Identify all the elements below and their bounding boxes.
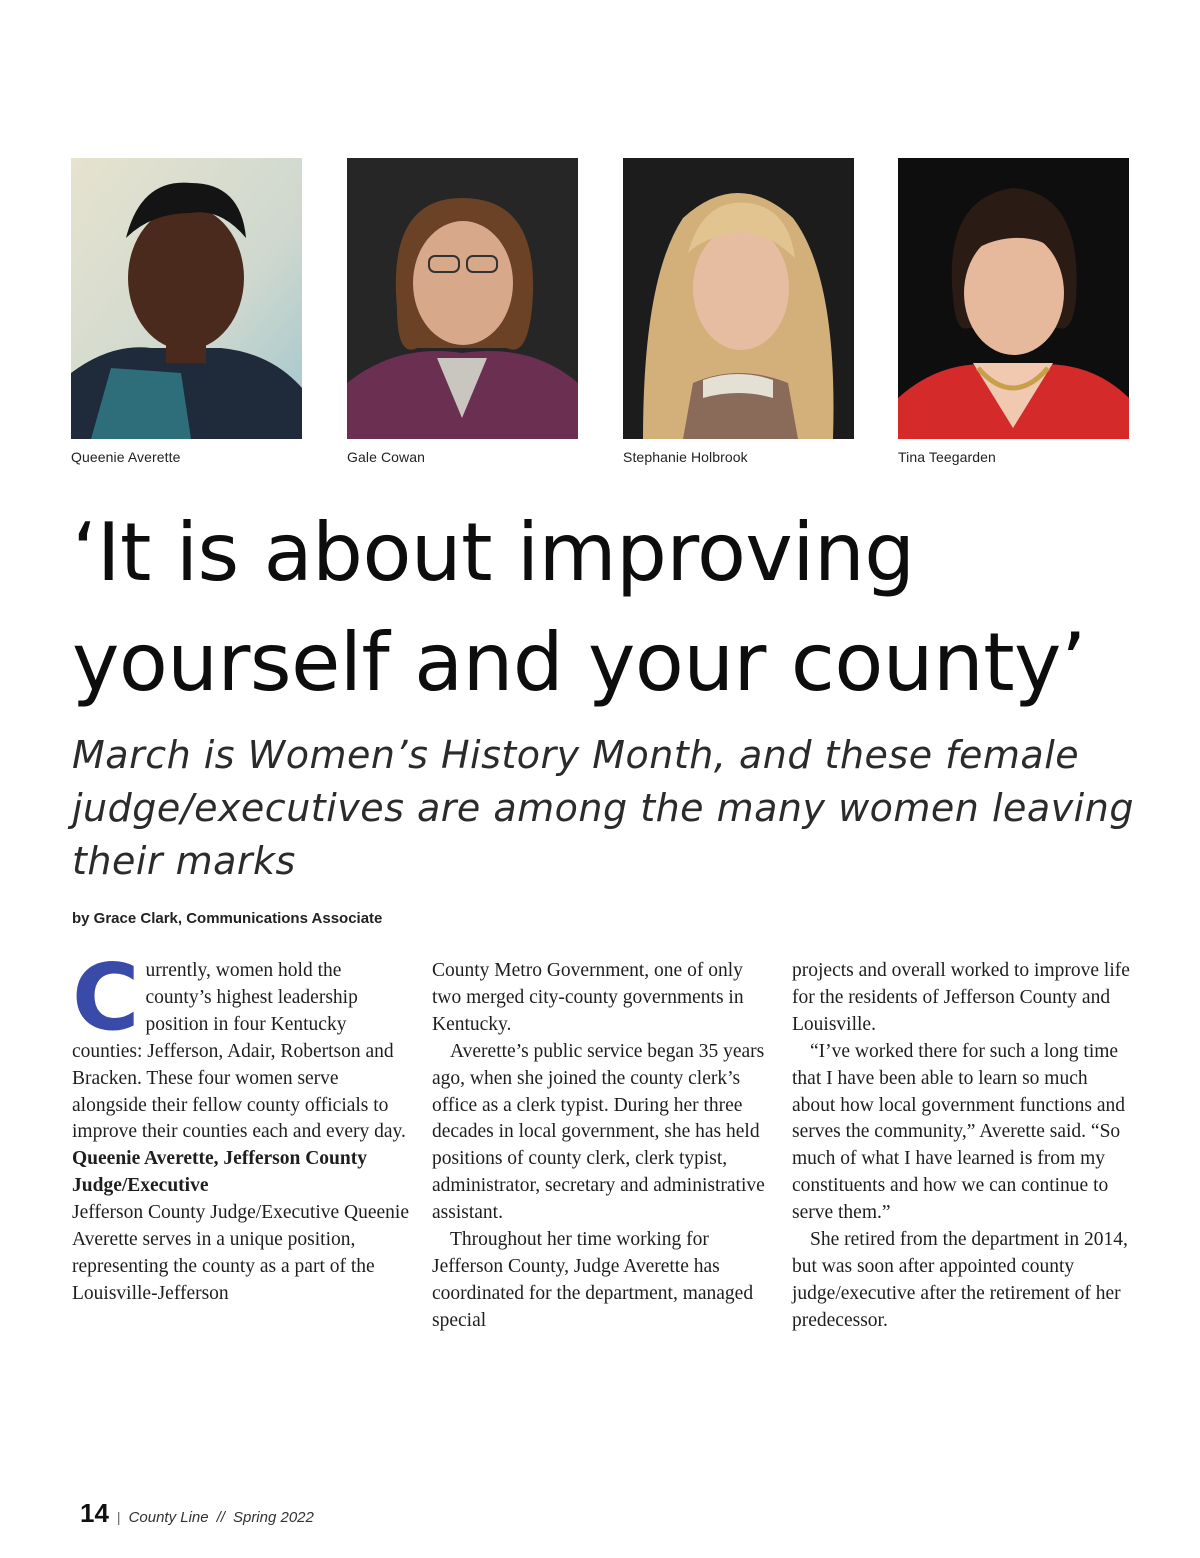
- issue-label: Spring 2022: [232, 1509, 314, 1526]
- article-column-1: [72, 944, 412, 1308]
- magazine-name: County Line: [128, 1509, 209, 1526]
- portrait-caption: Gale Cowan: [347, 449, 426, 465]
- portrait-caption: Stephanie Holbrook: [623, 449, 748, 465]
- portrait-card-teegarden: [898, 158, 1129, 465]
- paragraph: County Metro Government, one of only two merged city-county governments in Kentucky.: [432, 960, 744, 1035]
- article-column-3: [792, 958, 1132, 1335]
- portrait-row: [71, 158, 1129, 468]
- byline: by Grace Clark, Communications Associate: [72, 910, 383, 927]
- footer-separator: |: [116, 1509, 121, 1525]
- section-subhead: Queenie Averette, Jefferson County Judge/Executive: [72, 1148, 367, 1197]
- paragraph: projects and overall worked to improve life for the residents of Jefferson County and Louisville.: [792, 960, 1130, 1035]
- paragraph: Averette’s public service began 35 years ago, when she joined the county clerk’s office as a clerk typist. During her three decades in local government, she has held positions of county clerk, clerk typist, administrator, secretary and administrative assistant.: [432, 1040, 765, 1224]
- drop-cap: C: [72, 944, 140, 1051]
- deck-subtitle: March is Women’s History Month, and these female judge/executives are among the many women leaving their marks: [72, 733, 1134, 883]
- paragraph: She retired from the department in 2014, but was soon after appointed county judge/executive after the retirement of her predecessor.: [792, 1229, 1128, 1331]
- page-footer: [80, 1498, 314, 1529]
- portrait-card-averette: [71, 158, 302, 465]
- headline: ‘It is about improving yourself and your county’: [72, 506, 1086, 709]
- portrait-caption: Queenie Averette: [71, 449, 181, 465]
- portrait-card-holbrook: [623, 158, 854, 465]
- portrait-caption: Tina Teegarden: [898, 449, 996, 465]
- portrait-photo: [623, 158, 854, 439]
- paragraph: Jefferson County Judge/Executive Queenie Averette serves in a unique position, representing the county as a part of the Louisville-Jefferson: [72, 1202, 410, 1304]
- portrait-photo: [347, 158, 578, 439]
- portrait-photo: [71, 158, 302, 439]
- portrait-photo: [898, 158, 1129, 439]
- paragraph: Throughout her time working for Jefferson County, Judge Averette has coordinated for the department, managed special: [432, 1229, 754, 1331]
- intro-text: urrently, women hold the county’s highest leadership position in four Kentucky counties: Jefferson, Adair, Robertson and Bracken. These four women serve alongside their fellow county officials to improve their counties each and every day.: [72, 960, 406, 1143]
- article-column-2: [432, 958, 772, 1335]
- portrait-card-cowan: [347, 158, 578, 465]
- paragraph: “I’ve worked there for such a long time that I have been able to learn so much about how local government functions and serves the community,” Averette said. “So much of what I have learned is from my constituents and how we can continue to serve them.”: [792, 1040, 1126, 1224]
- footer-slashes: //: [216, 1509, 225, 1526]
- intro-paragraph: [72, 944, 412, 1146]
- page-number: 14: [80, 1498, 109, 1528]
